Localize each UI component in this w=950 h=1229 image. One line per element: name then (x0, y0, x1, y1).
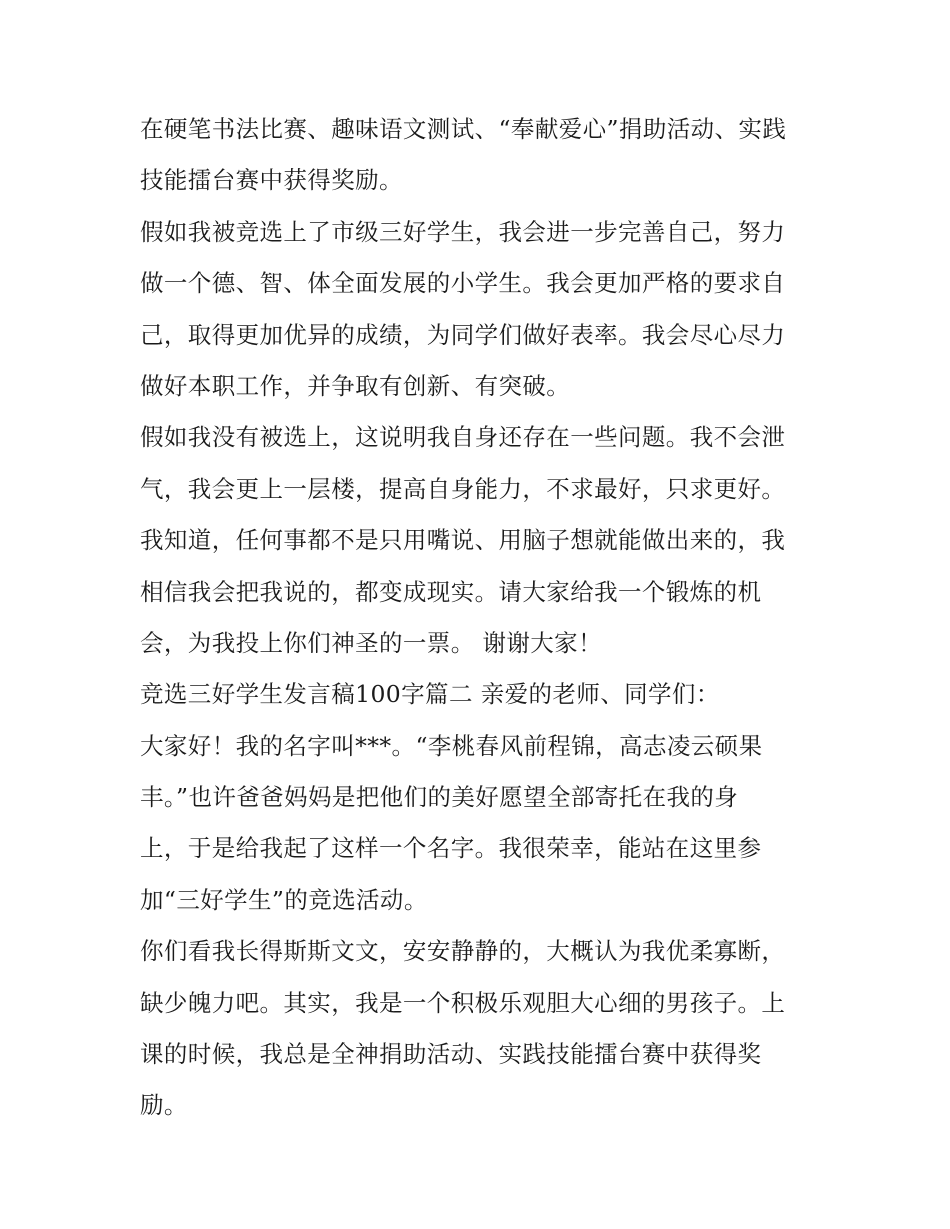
text-line: 技能擂台赛中获得奖励。 (140, 166, 403, 195)
text-line: 假如我没有被选上，这说明我自身还存在一些问题。我不会泄 (140, 423, 786, 452)
text-line: 你们看我长得斯斯文文，安安静静的，大概认为我优柔寡断， (140, 937, 786, 966)
text-line: 缺少魄力吧。其实，我是一个积极乐观胆大心细的男孩子。上 (140, 988, 786, 1017)
text-line: 假如我被竞选上了市级三好学生，我会进一步完善自己，努力 (140, 217, 786, 246)
text-line: 相信我会把我说的，都变成现实。请大家给我一个锻炼的机 (140, 577, 762, 606)
text-line: 气，我会更上一层楼，提高自身能力，不求最好，只求更好。 (140, 474, 786, 503)
text-line: 丰。”也许爸爸妈妈是把他们的美好愿望全部寄托在我的身 (140, 783, 739, 812)
section-heading-line: 竞选三好学生发言稿100字篇二 亲爱的老师、同学们： (140, 680, 720, 709)
text-line: 大家好！我的名字叫***。“李桃春风前程锦，高志凌云硕果 (140, 731, 763, 760)
text-line: 课的时候，我总是全神捐助活动、实践技能擂台赛中获得奖 (140, 1040, 762, 1069)
text-line: 我知道，任何事都不是只用嘴说、用脑子想就能做出来的，我 (140, 526, 786, 555)
text-line: 做一个德、智、体全面发展的小学生。我会更加严格的要求自 (140, 269, 786, 298)
text-line: 在硬笔书法比赛、趣味语文测试、“奉献爱心”捐助活动、实践 (140, 115, 787, 143)
body-text (140, 104, 820, 1132)
text-line: 加“三好学生”的竞选活动。 (140, 885, 428, 914)
text-line: 励。 (140, 1091, 188, 1120)
text-line: 己，取得更加优异的成绩，为同学们做好表率。我会尽心尽力 (140, 320, 786, 349)
text-line: 会，为我投上你们神圣的一票。 谢谢大家！ (140, 628, 602, 657)
text-line: 做好本职工作，并争取有创新、有突破。 (140, 371, 571, 400)
text-line: 上，于是给我起了这样一个名字。我很荣幸，能站在这里参 (140, 834, 762, 863)
